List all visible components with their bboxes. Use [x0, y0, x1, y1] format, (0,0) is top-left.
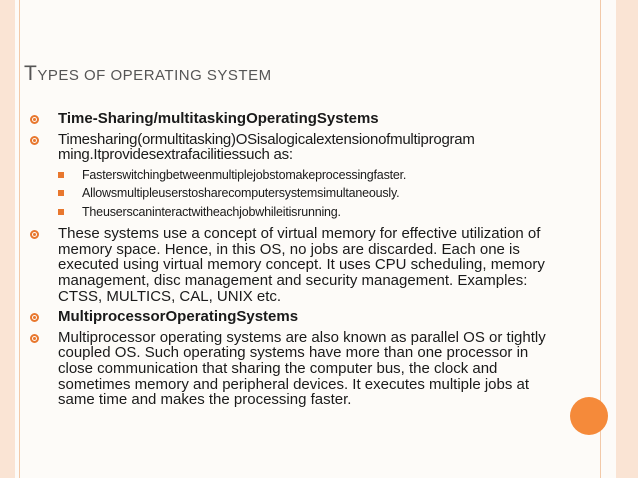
left-decorative-line [19, 0, 20, 478]
bullet-marker-icon [30, 115, 39, 124]
bullet-time-sharing-description: Timesharing(ormultitasking)OSisalogicalextensionofmultiprogram ming.Itprovidesextrafacilitiessuch as: Fasterswitchingbetweenmultiplejobstomakeprocessingfaster. Allowsmultipleuserstosharecomputersystemsimultaneously. Theuserscaninteractwitheachjobwhileitisrunning. [30, 132, 555, 222]
orange-circle-decoration [570, 397, 608, 435]
bullet-marker-icon [30, 334, 39, 343]
bullet-text: Time-Sharing/multitaskingOperatingSystems [58, 110, 379, 127]
square-bullet-icon [58, 172, 64, 178]
bullet-marker-icon [30, 136, 39, 145]
bullet-marker-icon [30, 230, 39, 239]
right-decorative-band [616, 0, 638, 478]
square-bullet-icon [58, 190, 64, 196]
bullet-time-sharing-heading [30, 111, 555, 127]
bullet-text: Multiprocessor operating systems are also known as parallel OS or tightly coupled OS. Such operating systems have more than one processor in close communication that sharing the computer bus, the clock and sometimes memory and peripheral devices. It executes multiple jobs at same time and makes the processing faster. [58, 328, 546, 409]
slide-content [30, 111, 555, 408]
bullet-text: MultiprocessorOperatingSystems [58, 308, 299, 326]
bullet-marker-icon [30, 313, 39, 322]
sub-bullet-item: Fasterswitchingbetweenmultiplejobstomakeprocessingfaster. [58, 166, 555, 185]
sub-bullet-item: Theuserscaninteractwitheachjobwhileitisrunning. [58, 203, 555, 222]
bullet-virtual-memory [30, 226, 555, 304]
sub-bullet-item: Allowsmultipleuserstosharecomputersystemsimultaneously. [58, 184, 555, 203]
bullet-multiprocessor-description [30, 330, 555, 408]
bullet-text: These systems use a concept of virtual memory for effective utilization of memory space. Hence, in this OS, no jobs are discarded. Each one is executed using virtual memory concept. It uses CPU scheduling, memory management, disc management and security management. Examples: CTSS, MULTICS, CAL, UNIX etc. [58, 225, 545, 305]
bullet-multiprocessor-heading [30, 309, 555, 325]
slide-title: TYPES OF OPERATING SYSTEM [24, 62, 272, 85]
square-bullet-icon [58, 209, 64, 215]
left-decorative-band [0, 0, 15, 478]
sub-bullet-list [58, 166, 555, 222]
